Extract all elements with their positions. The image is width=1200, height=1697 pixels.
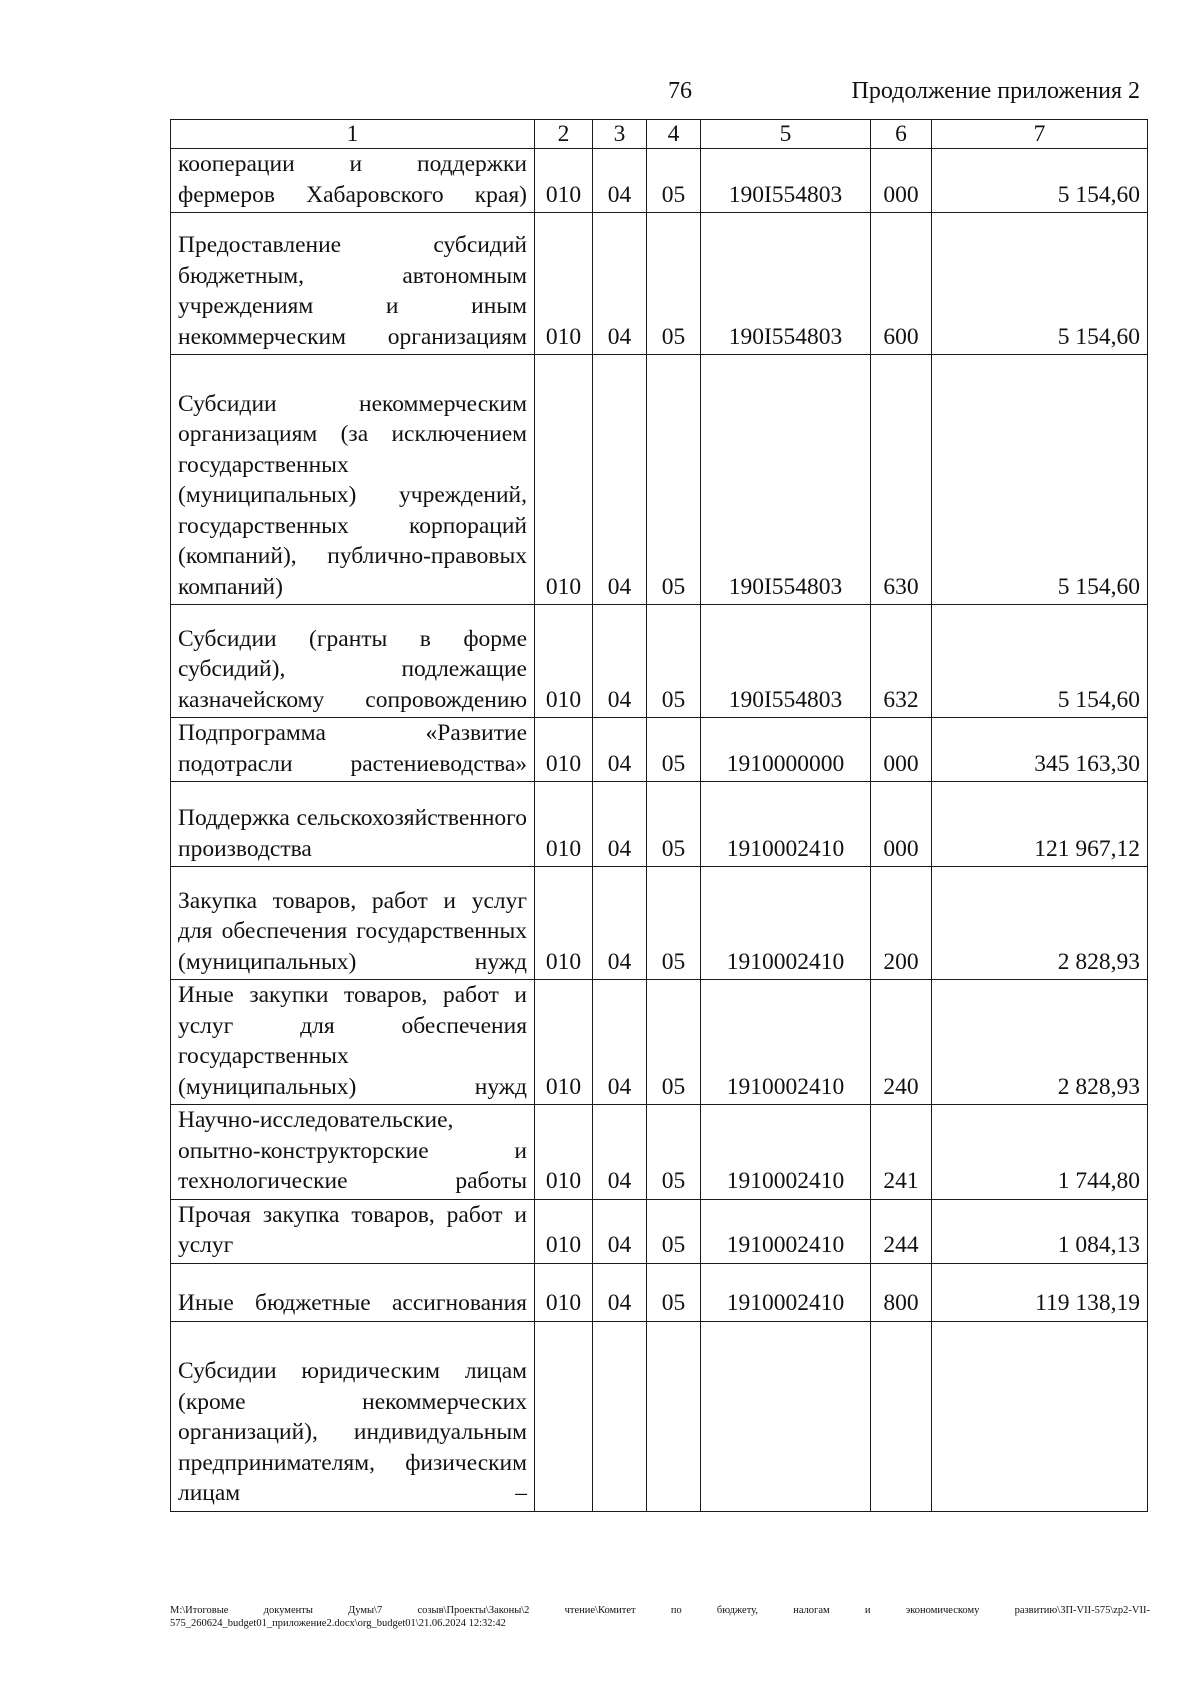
description-cell: Субсидии (гранты в форме субсидий), подлежащие казначейскому сопровождению <box>171 605 535 718</box>
code-cell: 05 <box>647 980 701 1105</box>
code-cell: 05 <box>647 1263 701 1321</box>
column-header: 4 <box>647 120 701 149</box>
target-code-cell: 1910002410 <box>701 782 871 867</box>
table-row <box>171 782 1148 867</box>
amount-cell: 1 744,80 <box>932 1105 1148 1200</box>
code-cell: 04 <box>593 605 647 718</box>
code-cell: 05 <box>647 149 701 213</box>
expense-type-cell: 241 <box>871 1105 932 1200</box>
description-cell: Иные закупки товаров, работ и услуг для обеспечения государственных (муниципальных) нужд <box>171 980 535 1105</box>
code-cell: 010 <box>535 867 593 980</box>
code-cell: 05 <box>647 718 701 782</box>
code-cell: 05 <box>647 1199 701 1263</box>
footer-file-path: M:\Итоговые документы Думы\7 созыв\Проекты\Законы\2 чтение\Комитет по бюджету, налогам и экономическому развитию\3П-VII-575\zp2-VII- <box>170 1605 1150 1616</box>
footer-file-name: 575_260624_budget01_приложение2.docx\org_budget01\21.06.2024 12:32:42 <box>170 1618 506 1629</box>
code-cell: 010 <box>535 1263 593 1321</box>
column-header: 6 <box>871 120 932 149</box>
target-code-cell <box>701 1321 871 1511</box>
code-cell: 05 <box>647 355 701 605</box>
code-cell: 04 <box>593 213 647 355</box>
code-cell: 04 <box>593 867 647 980</box>
code-cell: 05 <box>647 605 701 718</box>
code-cell: 05 <box>647 782 701 867</box>
amount-cell: 119 138,19 <box>932 1263 1148 1321</box>
column-header: 2 <box>535 120 593 149</box>
description-cell: Поддержка сельскохозяйственного производства <box>171 782 535 867</box>
description-cell: Прочая закупка товаров, работ и услуг <box>171 1199 535 1263</box>
code-cell: 04 <box>593 718 647 782</box>
code-cell: 010 <box>535 1199 593 1263</box>
code-cell: 010 <box>535 980 593 1105</box>
amount-cell: 121 967,12 <box>932 782 1148 867</box>
target-code-cell: 1910002410 <box>701 1263 871 1321</box>
budget-table <box>170 119 1148 1512</box>
code-cell: 05 <box>647 1105 701 1200</box>
column-header: 5 <box>701 120 871 149</box>
target-code-cell: 190I554803 <box>701 605 871 718</box>
table-row <box>171 980 1148 1105</box>
table-row <box>171 718 1148 782</box>
table-row <box>171 1105 1148 1200</box>
target-code-cell: 1910002410 <box>701 1199 871 1263</box>
table-row <box>171 355 1148 605</box>
expense-type-cell: 240 <box>871 980 932 1105</box>
target-code-cell: 1910000000 <box>701 718 871 782</box>
code-cell: 05 <box>647 867 701 980</box>
target-code-cell: 190I554803 <box>701 149 871 213</box>
amount-cell: 2 828,93 <box>932 867 1148 980</box>
table-header-row <box>171 120 1148 149</box>
description-cell: Субсидии некоммерческим организациям (за исключением государственных (муниципальных) учреждений, государственных корпораций (компаний), публично-правовых компаний) <box>171 355 535 605</box>
amount-cell: 345 163,30 <box>932 718 1148 782</box>
page-number: 76 <box>668 78 692 104</box>
expense-type-cell: 200 <box>871 867 932 980</box>
code-cell: 04 <box>593 149 647 213</box>
target-code-cell: 1910002410 <box>701 980 871 1105</box>
amount-cell: 1 084,13 <box>932 1199 1148 1263</box>
code-cell: 04 <box>593 782 647 867</box>
table-row <box>171 1199 1148 1263</box>
column-header: 1 <box>171 120 535 149</box>
table-row <box>171 149 1148 213</box>
code-cell: 04 <box>593 355 647 605</box>
code-cell: 010 <box>535 1105 593 1200</box>
code-cell <box>593 1321 647 1511</box>
code-cell: 05 <box>647 213 701 355</box>
description-cell: Научно-исследовательские, опытно-конструкторские и технологические работы <box>171 1105 535 1200</box>
target-code-cell: 190I554803 <box>701 213 871 355</box>
code-cell: 010 <box>535 213 593 355</box>
continuation-title: Продолжение приложения 2 <box>851 78 1140 104</box>
amount-cell: 5 154,60 <box>932 149 1148 213</box>
expense-type-cell: 632 <box>871 605 932 718</box>
table-row <box>171 1321 1148 1511</box>
description-cell: Иные бюджетные ассигнования <box>171 1263 535 1321</box>
table-row <box>171 867 1148 980</box>
amount-cell: 5 154,60 <box>932 213 1148 355</box>
code-cell: 010 <box>535 605 593 718</box>
expense-type-cell <box>871 1321 932 1511</box>
expense-type-cell: 800 <box>871 1263 932 1321</box>
code-cell <box>647 1321 701 1511</box>
target-code-cell: 190I554803 <box>701 355 871 605</box>
description-cell: Субсидии юридическим лицам (кроме некоммерческих организаций), индивидуальным предпринимателям, физическим лицам – <box>171 1321 535 1511</box>
expense-type-cell: 244 <box>871 1199 932 1263</box>
expense-type-cell: 630 <box>871 355 932 605</box>
code-cell: 04 <box>593 1199 647 1263</box>
expense-type-cell: 000 <box>871 149 932 213</box>
description-cell: кооперации и поддержки фермеров Хабаровского края) <box>171 149 535 213</box>
amount-cell: 5 154,60 <box>932 355 1148 605</box>
expense-type-cell: 000 <box>871 782 932 867</box>
code-cell: 04 <box>593 1263 647 1321</box>
code-cell: 04 <box>593 1105 647 1200</box>
description-cell: Предоставление субсидий бюджетным, автономным учреждениям и иным некоммерческим организациям <box>171 213 535 355</box>
target-code-cell: 1910002410 <box>701 1105 871 1200</box>
amount-cell <box>932 1321 1148 1511</box>
column-header: 7 <box>932 120 1148 149</box>
code-cell <box>535 1321 593 1511</box>
column-header: 3 <box>593 120 647 149</box>
amount-cell: 2 828,93 <box>932 980 1148 1105</box>
code-cell: 010 <box>535 782 593 867</box>
code-cell: 010 <box>535 718 593 782</box>
description-cell: Закупка товаров, работ и услуг для обеспечения государственных (муниципальных) нужд <box>171 867 535 980</box>
table-row <box>171 605 1148 718</box>
expense-type-cell: 600 <box>871 213 932 355</box>
target-code-cell: 1910002410 <box>701 867 871 980</box>
table-row <box>171 1263 1148 1321</box>
amount-cell: 5 154,60 <box>932 605 1148 718</box>
code-cell: 04 <box>593 980 647 1105</box>
expense-type-cell: 000 <box>871 718 932 782</box>
code-cell: 010 <box>535 355 593 605</box>
description-cell: Подпрограмма «Развитие подотрасли растениеводства» <box>171 718 535 782</box>
code-cell: 010 <box>535 149 593 213</box>
table-row <box>171 213 1148 355</box>
